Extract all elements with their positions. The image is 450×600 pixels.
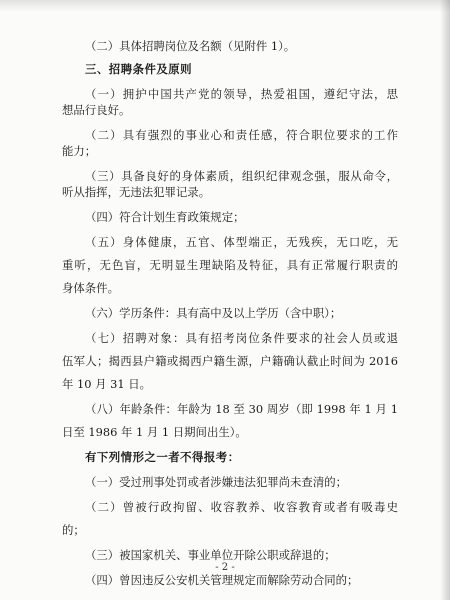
exclusion-2-line-1: （二）曾被行政拘留、收容教养、收容教育或者有吸毒史: [85, 500, 398, 514]
scan-edge-shadow: [440, 0, 450, 600]
condition-3-line-2: 听从指挥，无违法犯罪记录。: [62, 185, 211, 199]
clause-positions: （二）具体招聘岗位及名额（见附件 1）。: [85, 39, 296, 53]
condition-1-line-2: 想品行良好。: [62, 103, 131, 117]
condition-5-line-1: （五）身体健康，五官、体型端正，无残疾，无口吃，无: [85, 235, 398, 249]
exclusion-heading: 有下列情形之一者不得报考：: [85, 450, 240, 464]
condition-1-line-1: （一）拥护中国共产党的领导，热爱祖国，遵纪守法，思: [85, 87, 398, 101]
exclusion-3: （三）被国家机关、事业单位开除公职或辞退的；: [85, 548, 336, 562]
page-number: - 2 -: [215, 562, 235, 573]
condition-8-line-2: 日至 1986 年 1 月 1 日期间出生）。: [62, 425, 247, 439]
section-heading: 三、招聘条件及原则: [85, 62, 193, 76]
document-body: [62, 38, 398, 588]
condition-7-line-3: 年 10 月 31 日。: [62, 377, 152, 391]
condition-4: （四）符合计划生育政策规定；: [85, 210, 245, 224]
condition-5-line-2: 重听，无色盲，无明显生理缺陷及特征，具有正常履行职责的: [62, 258, 398, 272]
exclusion-1: （一）受过刑事处罚或者涉嫌违法犯罪尚未查清的；: [85, 475, 347, 489]
condition-2-line-2: 能力；: [62, 144, 97, 158]
condition-2-line-1: （二）具有强烈的事业心和责任感，符合职位要求的工作: [85, 128, 398, 142]
condition-7-line-1: （七）招聘对象：具有招考岗位条件要求的社会人员或退: [85, 331, 398, 345]
condition-8-line-1: （八）年龄条件：年龄为 18 至 30 周岁（即 1998 年 1 月 1: [85, 402, 398, 416]
condition-5-line-3: 身体条件。: [62, 281, 119, 295]
condition-6: （六）学历条件：具有高中及以上学历（含中职）；: [85, 306, 342, 320]
scan-top-shadow: [0, 0, 450, 12]
condition-7-line-2: 伍军人；揭西县户籍或揭西户籍生源，户籍确认截止时间为 2016: [62, 354, 398, 368]
exclusion-2-line-2: 的；: [62, 523, 85, 537]
exclusion-4: （四）曾因违反公安机关管理规定而解除劳动合同的；: [85, 573, 359, 587]
condition-3-line-1: （三）具备良好的身体素质，组织纪律观念强，服从命令，: [85, 169, 398, 183]
